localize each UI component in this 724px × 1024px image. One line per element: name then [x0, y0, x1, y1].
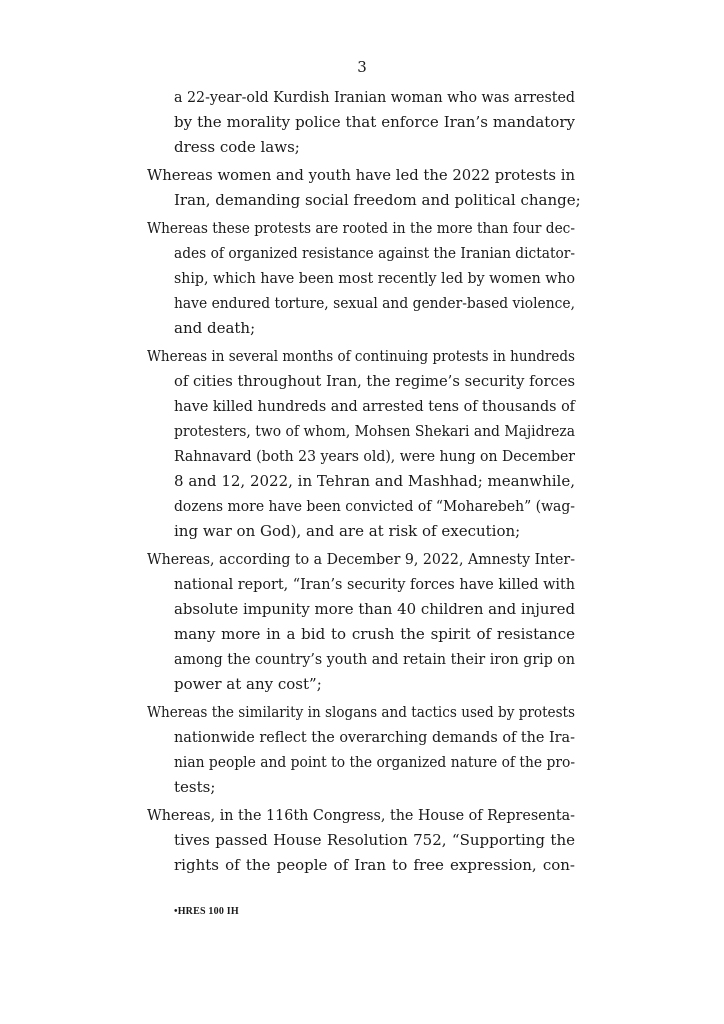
text-line: power at any cost”; [174, 675, 322, 693]
text-line: ing war on God), and are at risk of execution; [174, 522, 521, 540]
text-line: ades of organized resistance against the Iranian dictator- [174, 244, 575, 262]
text-line: have killed hundreds and arrested tens of thousands of [174, 397, 575, 415]
text-line: Whereas, according to a December 9, 2022, Amnesty Inter- [147, 550, 575, 568]
text-line: nationwide reflect the overarching demands of the Ira- [174, 728, 575, 746]
text-line: a 22-year-old Kurdish Iranian woman who was arrested [174, 88, 575, 106]
text-line: by the morality police that enforce Iran’s mandatory [174, 113, 575, 131]
text-line: absolute impunity more than 40 children and injured [174, 600, 575, 618]
text-line: many more in a bid to crush the spirit of resistance [174, 625, 575, 643]
text-line: Whereas the similarity in slogans and tactics used by protests [147, 703, 575, 721]
text-line: rights of the people of Iran to free expression, con- [174, 856, 575, 874]
text-line: dress code laws; [174, 138, 300, 156]
text-line: and death; [174, 319, 256, 337]
text-line: Rahnavard (both 23 years old), were hung on December [174, 447, 575, 465]
page-number: 3 [357, 58, 367, 76]
text-line: 8 and 12, 2022, in Tehran and Mashhad; meanwhile, [174, 472, 575, 490]
text-line: tests; [174, 778, 216, 796]
text-line: Whereas in several months of continuing protests in hundreds [147, 347, 575, 365]
text-line: nian people and point to the organized nature of the pro- [174, 753, 575, 771]
text-line: among the country’s youth and retain their iron grip on [174, 650, 575, 668]
text-line: Whereas women and youth have led the 2022 protests in [147, 166, 575, 184]
text-line: protesters, two of whom, Mohsen Shekari and Majidreza [174, 422, 575, 440]
text-line: dozens more have been convicted of “Moharebeh” (wag- [174, 497, 575, 515]
text-line: national report, “Iran’s security forces have killed with [174, 575, 575, 593]
text-line: Whereas, in the 116th Congress, the House of Representa- [147, 806, 575, 824]
text-line: Iran, demanding social freedom and political change; [174, 191, 581, 209]
text-line: have endured torture, sexual and gender-based violence, [174, 294, 575, 312]
text-line: Whereas these protests are rooted in the more than four dec- [147, 219, 575, 237]
text-line: ship, which have been most recently led by women who [174, 269, 575, 287]
text-line: of cities throughout Iran, the regime’s security forces [174, 372, 575, 390]
text-line: tives passed House Resolution 752, “Supporting the [174, 831, 575, 849]
bill-identifier-footer: •HRES 100 IH [174, 906, 239, 917]
